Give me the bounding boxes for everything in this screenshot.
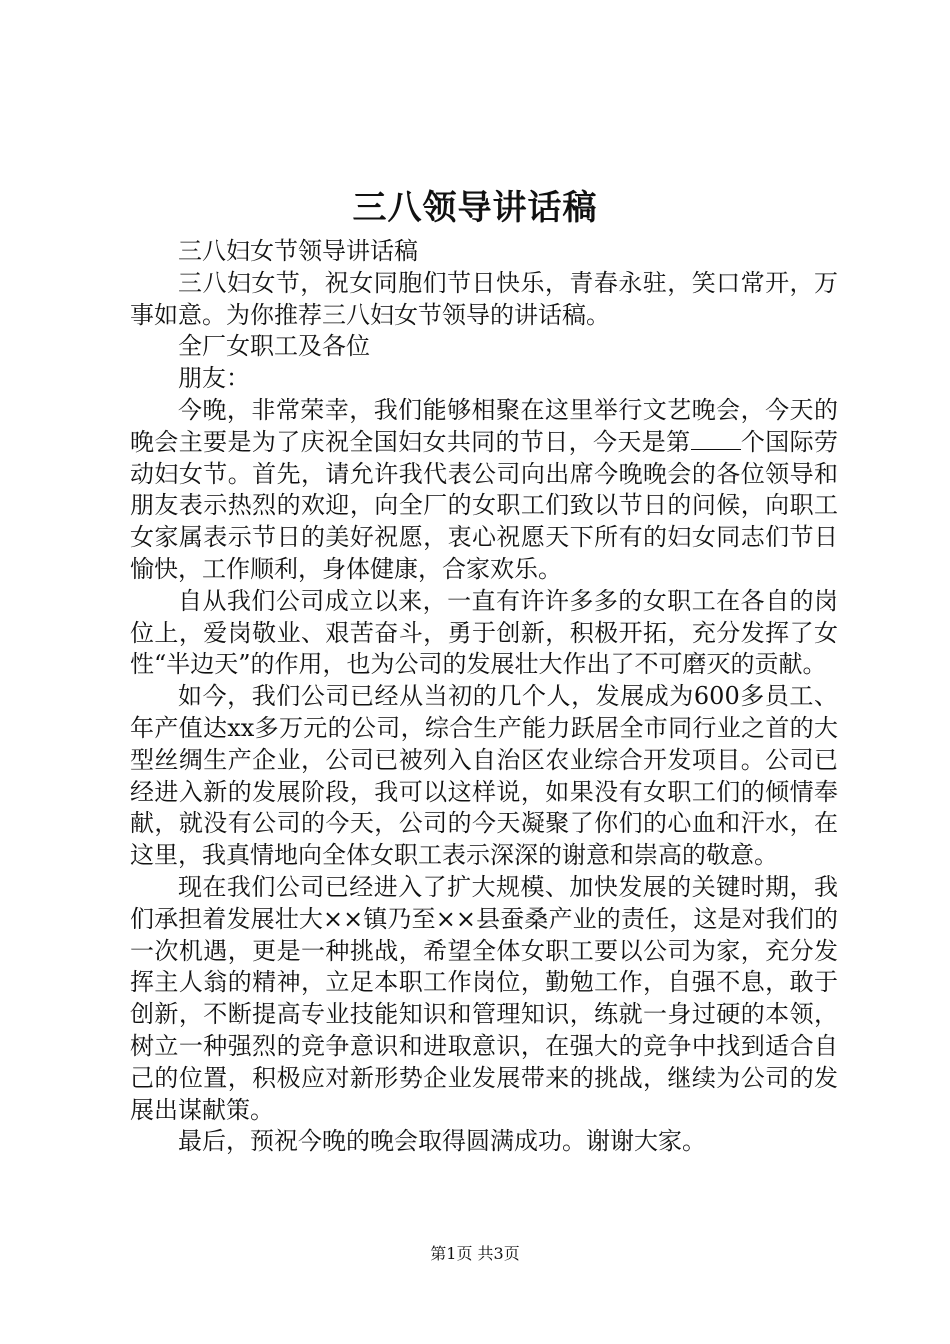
paragraph-future: 现在我们公司已经进入了扩大规模、加快发展的关键时期，我们承担着发展壮大××镇乃至××县蚕桑产业的责任，这是对我们的一次机遇，更是一种挑战，希望全体女职工要以公司为家，充分发挥主人翁的精神，立足本职工作岗位，勤勉工作，自强不息，敢于创新，不断提高专业技能知识和管理知识，练就一身过硬的本领，树立一种强烈的竞争意识和进取意识，在强大的竞争中找到适合自己的位置，积极应对新形势企业发展带来的挑战，继续为公司的发展出谋献策。: [130, 872, 838, 1124]
paragraph-subtitle: 三八妇女节领导讲话稿: [178, 237, 418, 265]
paragraph-opening: [130, 395, 838, 586]
paragraph-salutation-1: 全厂女职工及各位: [178, 332, 370, 361]
document-title: 三八领导讲话稿: [352, 188, 598, 228]
paragraph-opening-head: 今晚，非常荣幸，我们能够相聚在这里举行文艺晚会，今天的晚会主要是为了庆祝全国妇女共同的节日，今天是第: [130, 395, 838, 456]
paragraph-opening-tail: 个国际劳动妇女节。首先，请允许我代表公司向出席今晚晚会的各位领导和朋友表示热烈的欢迎，向全厂的女职工们致以节日的问候，向职工女家属表示节日的美好祝愿，衷心祝愿天下所有的妇女同志们节日愉快，工作顺利，身体健康，合家欢乐。: [130, 427, 839, 583]
paragraph-growth: 如今，我们公司已经从当初的几个人，发展成为600多员工、年产值达xx多万元的公司，综合生产能力跃居全市同行业之首的大型丝绸生产企业，公司已被列入自治区农业综合开发项目。公司已经进入新的发展阶段，我可以这样说，如果没有女职工们的倾情奉献，就没有公司的今天，公司的今天凝聚了你们的心血和汗水，在这里，我真情地向全体女职工表示深深的谢意和崇高的敬意。: [130, 682, 838, 870]
fill-in-blank: [691, 429, 741, 450]
paragraph-closing: 最后，预祝今晚的晚会取得圆满成功。谢谢大家。: [178, 1127, 706, 1156]
document-body: [130, 236, 838, 1158]
paragraph-history: 自从我们公司成立以来，一直有许许多多的女职工在各自的岗位上，爱岗敬业、艰苦奋斗，勇于创新，积极开拓，充分发挥了女性“半边天”的作用，也为公司的发展壮大作出了不可磨灭的贡献。: [130, 586, 838, 679]
page-footer: 第1页 共3页: [430, 1244, 520, 1263]
paragraph-intro: 三八妇女节，祝女同胞们节日快乐，青春永驻，笑口常开，万事如意。为你推荐三八妇女节领导的讲话稿。: [130, 268, 838, 329]
paragraph-salutation-2: 朋友：: [178, 364, 250, 393]
